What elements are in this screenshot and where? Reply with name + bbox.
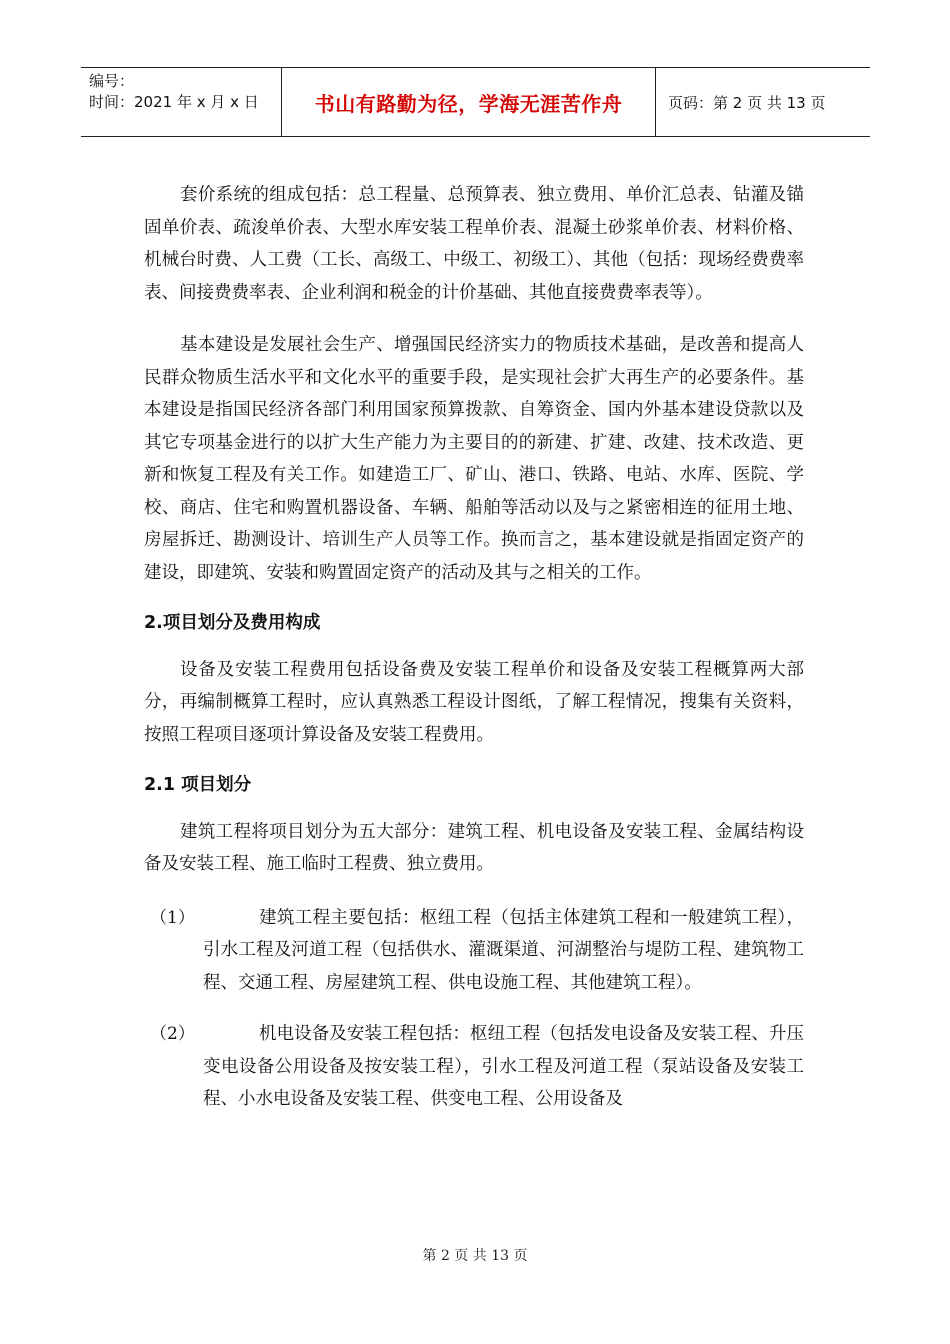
header-motto: 书山有路勤为径，学海无涯苦作舟 bbox=[282, 68, 656, 136]
page-header bbox=[81, 67, 870, 137]
list-item-number: （2） bbox=[150, 1024, 195, 1044]
page-footer: 第 2 页 共 13 页 bbox=[422, 1248, 528, 1264]
list-item-number: （1） bbox=[150, 907, 195, 928]
code-label: 编号： bbox=[89, 72, 135, 90]
paragraph-basic-construction: 基本建设是发展社会生产、增强国民经济实力的物质技术基础，是改善和提高人民群众物质生活水平和文化水平的重要手段，是实现社会扩大再生产的必要条件。基本建设是指国民经济各部门利用国家预算拨款、自筹资金、国内外基本建设贷款以及其它专项基金进行的以扩大生产能力为主要目的的新建、扩建、改建、技术改造、更新和恢复工程及有关工作。如建造工厂、矿山、港口、铁路、电站、水库、医院、学校、商店、住宅和购置机器设备、车辆、船舶等活动以及与之紧密相连的征用土地、房屋拆迁、勘测设计、培训生产人员等工作。换而言之，基本建设就是指固定资产的建设，即建筑、安装和购置固定资产的活动及其与之相关的工作。 bbox=[144, 335, 804, 583]
section-heading-2-1: 2.1 项目划分 bbox=[144, 775, 252, 795]
header-page-label: 页码：第 2 页 共 13 页 bbox=[668, 93, 826, 112]
section-heading-2: 2.项目划分及费用构成 bbox=[144, 613, 321, 633]
paragraph-pricing-system: 套价系统的组成包括：总工程量、总预算表、独立费用、单价汇总表、钻灌及锚固单价表、疏浚单价表、大型水库安装工程单价表、混凝土砂浆单价表、材料价格、机械台时费、人工费（工长、高级工、中级工、初级工）、其他（包括：现场经费费率表、间接费费率表、企业利润和税金的计价基础、其他直接费费率表等）。 bbox=[144, 185, 804, 303]
header-meta bbox=[81, 68, 282, 136]
document-body bbox=[144, 179, 804, 1116]
date-label: 时间：2021 年 x 月 x 日 bbox=[89, 93, 259, 111]
paragraph-equipment-costs: 设备及安装工程费用包括设备费及安装工程单价和设备及安装工程概算两大部分，再编制概算工程时，应认真熟悉工程设计图纸，了解工程情况，搜集有关资料，按照工程项目逐项计算设备及安装工程费用。 bbox=[144, 659, 804, 745]
list-item bbox=[144, 1018, 804, 1116]
paragraph-project-division: 建筑工程将项目划分为五大部分：建筑工程、机电设备及安装工程、金属结构设备及安装工程、施工临时工程费、独立费用。 bbox=[144, 821, 804, 874]
list-item-text: 机电设备及安装工程包括：枢纽工程（包括发电设备及安装工程、升压变电设备公用设备及按安装工程），引水工程及河道工程（泵站设备及安装工程、小水电设备及安装工程、供变电工程、公用设备及 bbox=[203, 1024, 804, 1109]
list-item bbox=[144, 902, 804, 1000]
list-item-text: 建筑工程主要包括：枢纽工程（包括主体建筑工程和一般建筑工程），引水工程及河道工程（包括供水、灌溉渠道、河湖整治与堤防工程、建筑物工程、交通工程、房屋建筑工程、供电设施工程、其他建筑工程）。 bbox=[203, 907, 804, 993]
